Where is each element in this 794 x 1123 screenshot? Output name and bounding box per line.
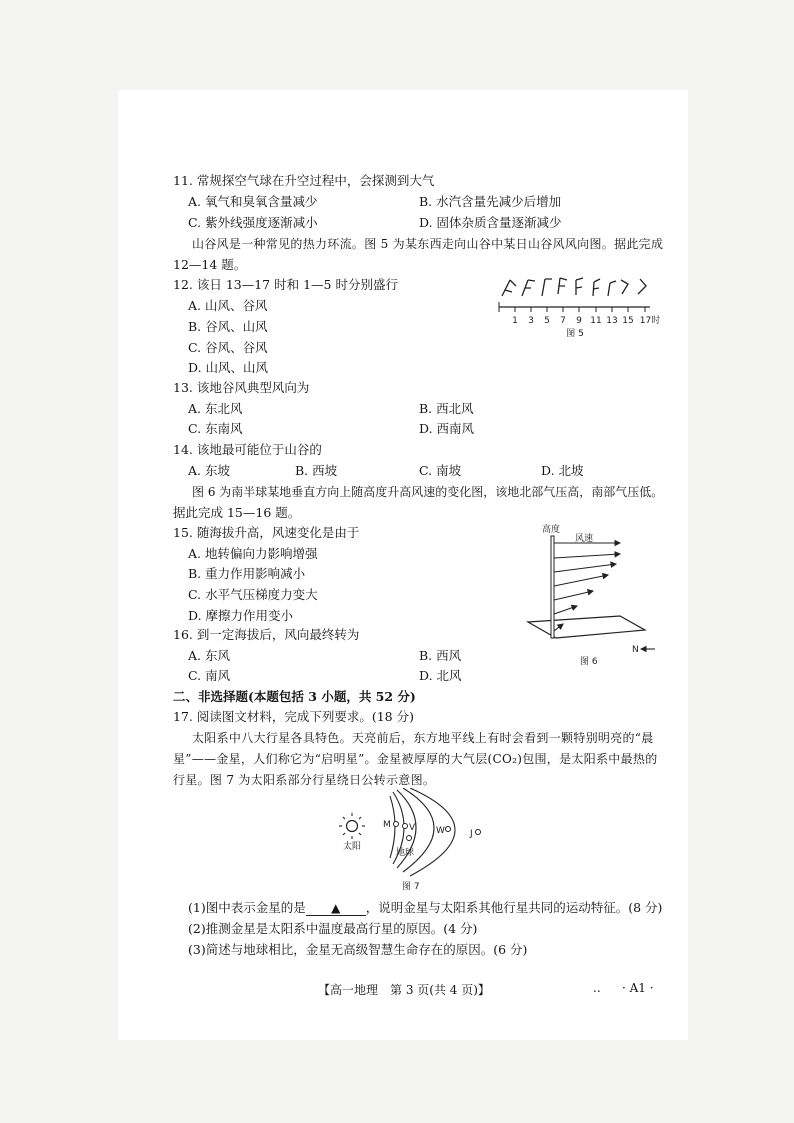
tick-label: 1	[512, 316, 518, 326]
wind-arrow-5	[554, 591, 593, 600]
planet-v-dot	[403, 824, 408, 829]
wind-barb-7	[608, 281, 616, 296]
q12-option-c: C. 谷风、谷风	[188, 340, 268, 355]
tick-label: 5	[544, 316, 550, 326]
q15-option-d: D. 摩擦力作用变小	[188, 608, 294, 623]
tick-label: 13	[606, 316, 618, 326]
q17-sub1-suffix: ，说明金星与太阳系其他行星共同的运动特征。(8 分)	[365, 900, 663, 915]
wind-barb-9	[638, 279, 646, 294]
planet-w-dot	[446, 827, 451, 832]
wind-arrow-2	[554, 554, 620, 558]
q17-paragraph-2: 星”——金星，人们称它为“启明星”。金星被厚厚的大气层(CO₂)包围，是太阳系中最热的	[173, 752, 658, 766]
q16-option-a: A. 东风	[188, 648, 230, 663]
q17-paragraph-1: 太阳系中八大行星各具特色。天亮前后，东方地平线上有时会看到一颗特别明亮的“晨	[192, 731, 654, 745]
q17-subquestion-3: (3)简述与地球相比，金星无高级智慧生命存在的原因。(6 分)	[188, 942, 528, 957]
wind-arrow-4	[554, 575, 608, 586]
q17-sub1-prefix: (1)图中表示金星的是	[188, 900, 306, 915]
q16-option-b: B. 西风	[419, 648, 462, 663]
q15-stem: 15. 随海拔升高，风速变化是由于	[173, 525, 360, 540]
q15-option-c: C. 水平气压梯度力变大	[188, 587, 318, 602]
q17-subquestion-2: (2)推测金星是太阳系中温度最高行星的原因。(4 分)	[188, 921, 478, 936]
height-pole	[551, 536, 554, 638]
q11-stem: 11. 常规探空气球在升空过程中，会探测到大气	[173, 173, 435, 188]
q12-option-b: B. 谷风、山风	[188, 319, 268, 334]
q16-option-c: C. 南风	[188, 668, 231, 683]
orbit-5	[410, 788, 455, 876]
planet-label-j: J	[470, 829, 473, 839]
q16-stem: 16. 到一定海拔后，风向最终转为	[173, 627, 360, 642]
planet-orbits	[390, 788, 455, 876]
tick-label: 9	[576, 316, 582, 326]
tick-label: 11	[590, 316, 602, 326]
q14-option-a: A. 东坡	[188, 463, 230, 478]
figure-5-wind-direction	[490, 270, 670, 342]
q12-option-d: D. 山风、山风	[188, 360, 269, 375]
q12-option-a: A. 山风、谷风	[188, 298, 268, 313]
figure-7-solar-system	[335, 788, 505, 893]
planet-j-dot	[476, 830, 481, 835]
wind-barb-3	[542, 279, 552, 296]
q17-stem: 17. 阅读图文材料，完成下列要求。(18 分)	[173, 709, 414, 724]
q11-option-b: B. 水汽含量先减少后增加	[419, 194, 562, 209]
wind-barb-8	[621, 280, 628, 294]
speed-label: 风速	[575, 534, 594, 544]
intro12-line1: 山谷风是一种常见的热力环流。图 5 为某东西走向山谷中某日山谷风风向图。据此完成	[192, 237, 664, 251]
tick-label: 3	[528, 316, 534, 326]
wind-barb-2	[522, 280, 535, 296]
planet-label-m: M	[383, 820, 391, 830]
wind-barb-5	[576, 278, 583, 295]
figure-6-caption: 图 6	[580, 657, 598, 667]
q13-option-d: D. 西南风	[419, 421, 475, 436]
orbit-4	[403, 788, 434, 872]
intro12-line2: 12—14 题。	[173, 257, 247, 272]
q11-option-d: D. 固体杂质含量逐渐减少	[419, 215, 562, 230]
q13-option-a: A. 东北风	[188, 401, 243, 416]
time-axis-labels	[512, 314, 660, 326]
q14-stem: 14. 该地最可能位于山谷的	[173, 442, 322, 457]
earth-dot	[407, 836, 412, 841]
q15-option-a: A. 地转偏向力影响增强	[188, 546, 318, 561]
q16-option-d: D. 北风	[419, 668, 462, 683]
page-footer: 【高一地理 第 3 页(共 4 页)】	[318, 983, 490, 997]
wind-barbs	[502, 278, 646, 296]
tick-label: 17时	[639, 316, 661, 326]
paper-code: · A1 ·	[622, 981, 654, 995]
intro15-line1: 图 6 为南半球某地垂直方向上随高度升高风速的变化图，该地北部气压高，南部气压低。	[192, 485, 664, 499]
planet-label-v: V	[409, 823, 416, 833]
wind-barb-1	[502, 280, 516, 296]
figure-5-caption: 图 5	[566, 329, 584, 339]
planet-m-dot	[394, 822, 399, 827]
north-label: N	[632, 645, 639, 655]
q14-option-c: C. 南坡	[419, 463, 462, 478]
wind-arrow-3	[554, 564, 616, 572]
planet-label-w: W	[436, 826, 445, 836]
q14-option-b: B. 西坡	[295, 463, 338, 478]
sun-icon	[339, 813, 365, 839]
q12-stem: 12. 该日 13—17 时和 1—5 时分别盛行	[173, 277, 398, 292]
sun-label: 太阳	[343, 842, 362, 852]
earth-label: 地球	[396, 848, 415, 858]
footer-dots: ..	[593, 981, 601, 995]
q14-option-d: D. 北坡	[541, 463, 584, 478]
tick-label: 7	[560, 316, 566, 326]
section-2-heading: 二、非选择题(本题包括 3 小题，共 52 分)	[173, 689, 416, 704]
q11-option-a: A. 氧气和臭氧含量减少	[188, 194, 318, 209]
q17-paragraph-3: 行星。图 7 为太阳系部分行星绕日公转示意图。	[173, 773, 436, 787]
wind-arrow-7	[554, 624, 563, 631]
ground-plane	[528, 616, 645, 638]
q13-option-b: B. 西北风	[419, 401, 474, 416]
height-label: 高度	[542, 525, 561, 535]
q15-option-b: B. 重力作用影响减小	[188, 566, 306, 581]
tick-label: 15	[622, 316, 634, 326]
q17-subquestion-1	[188, 900, 662, 916]
q13-option-c: C. 东南风	[188, 421, 243, 436]
wind-arrow-6	[554, 606, 577, 614]
q13-stem: 13. 该地谷风典型风向为	[173, 380, 310, 395]
answer-blank: ▲	[306, 902, 366, 916]
wind-barb-6	[593, 279, 600, 296]
intro15-line2: 据此完成 15—16 题。	[173, 505, 301, 520]
figure-6-wind-profile	[520, 518, 670, 668]
figure-7-caption: 图 7	[402, 882, 420, 892]
wind-barb-4	[558, 278, 567, 294]
q11-option-c: C. 紫外线强度逐渐减小	[188, 215, 318, 230]
